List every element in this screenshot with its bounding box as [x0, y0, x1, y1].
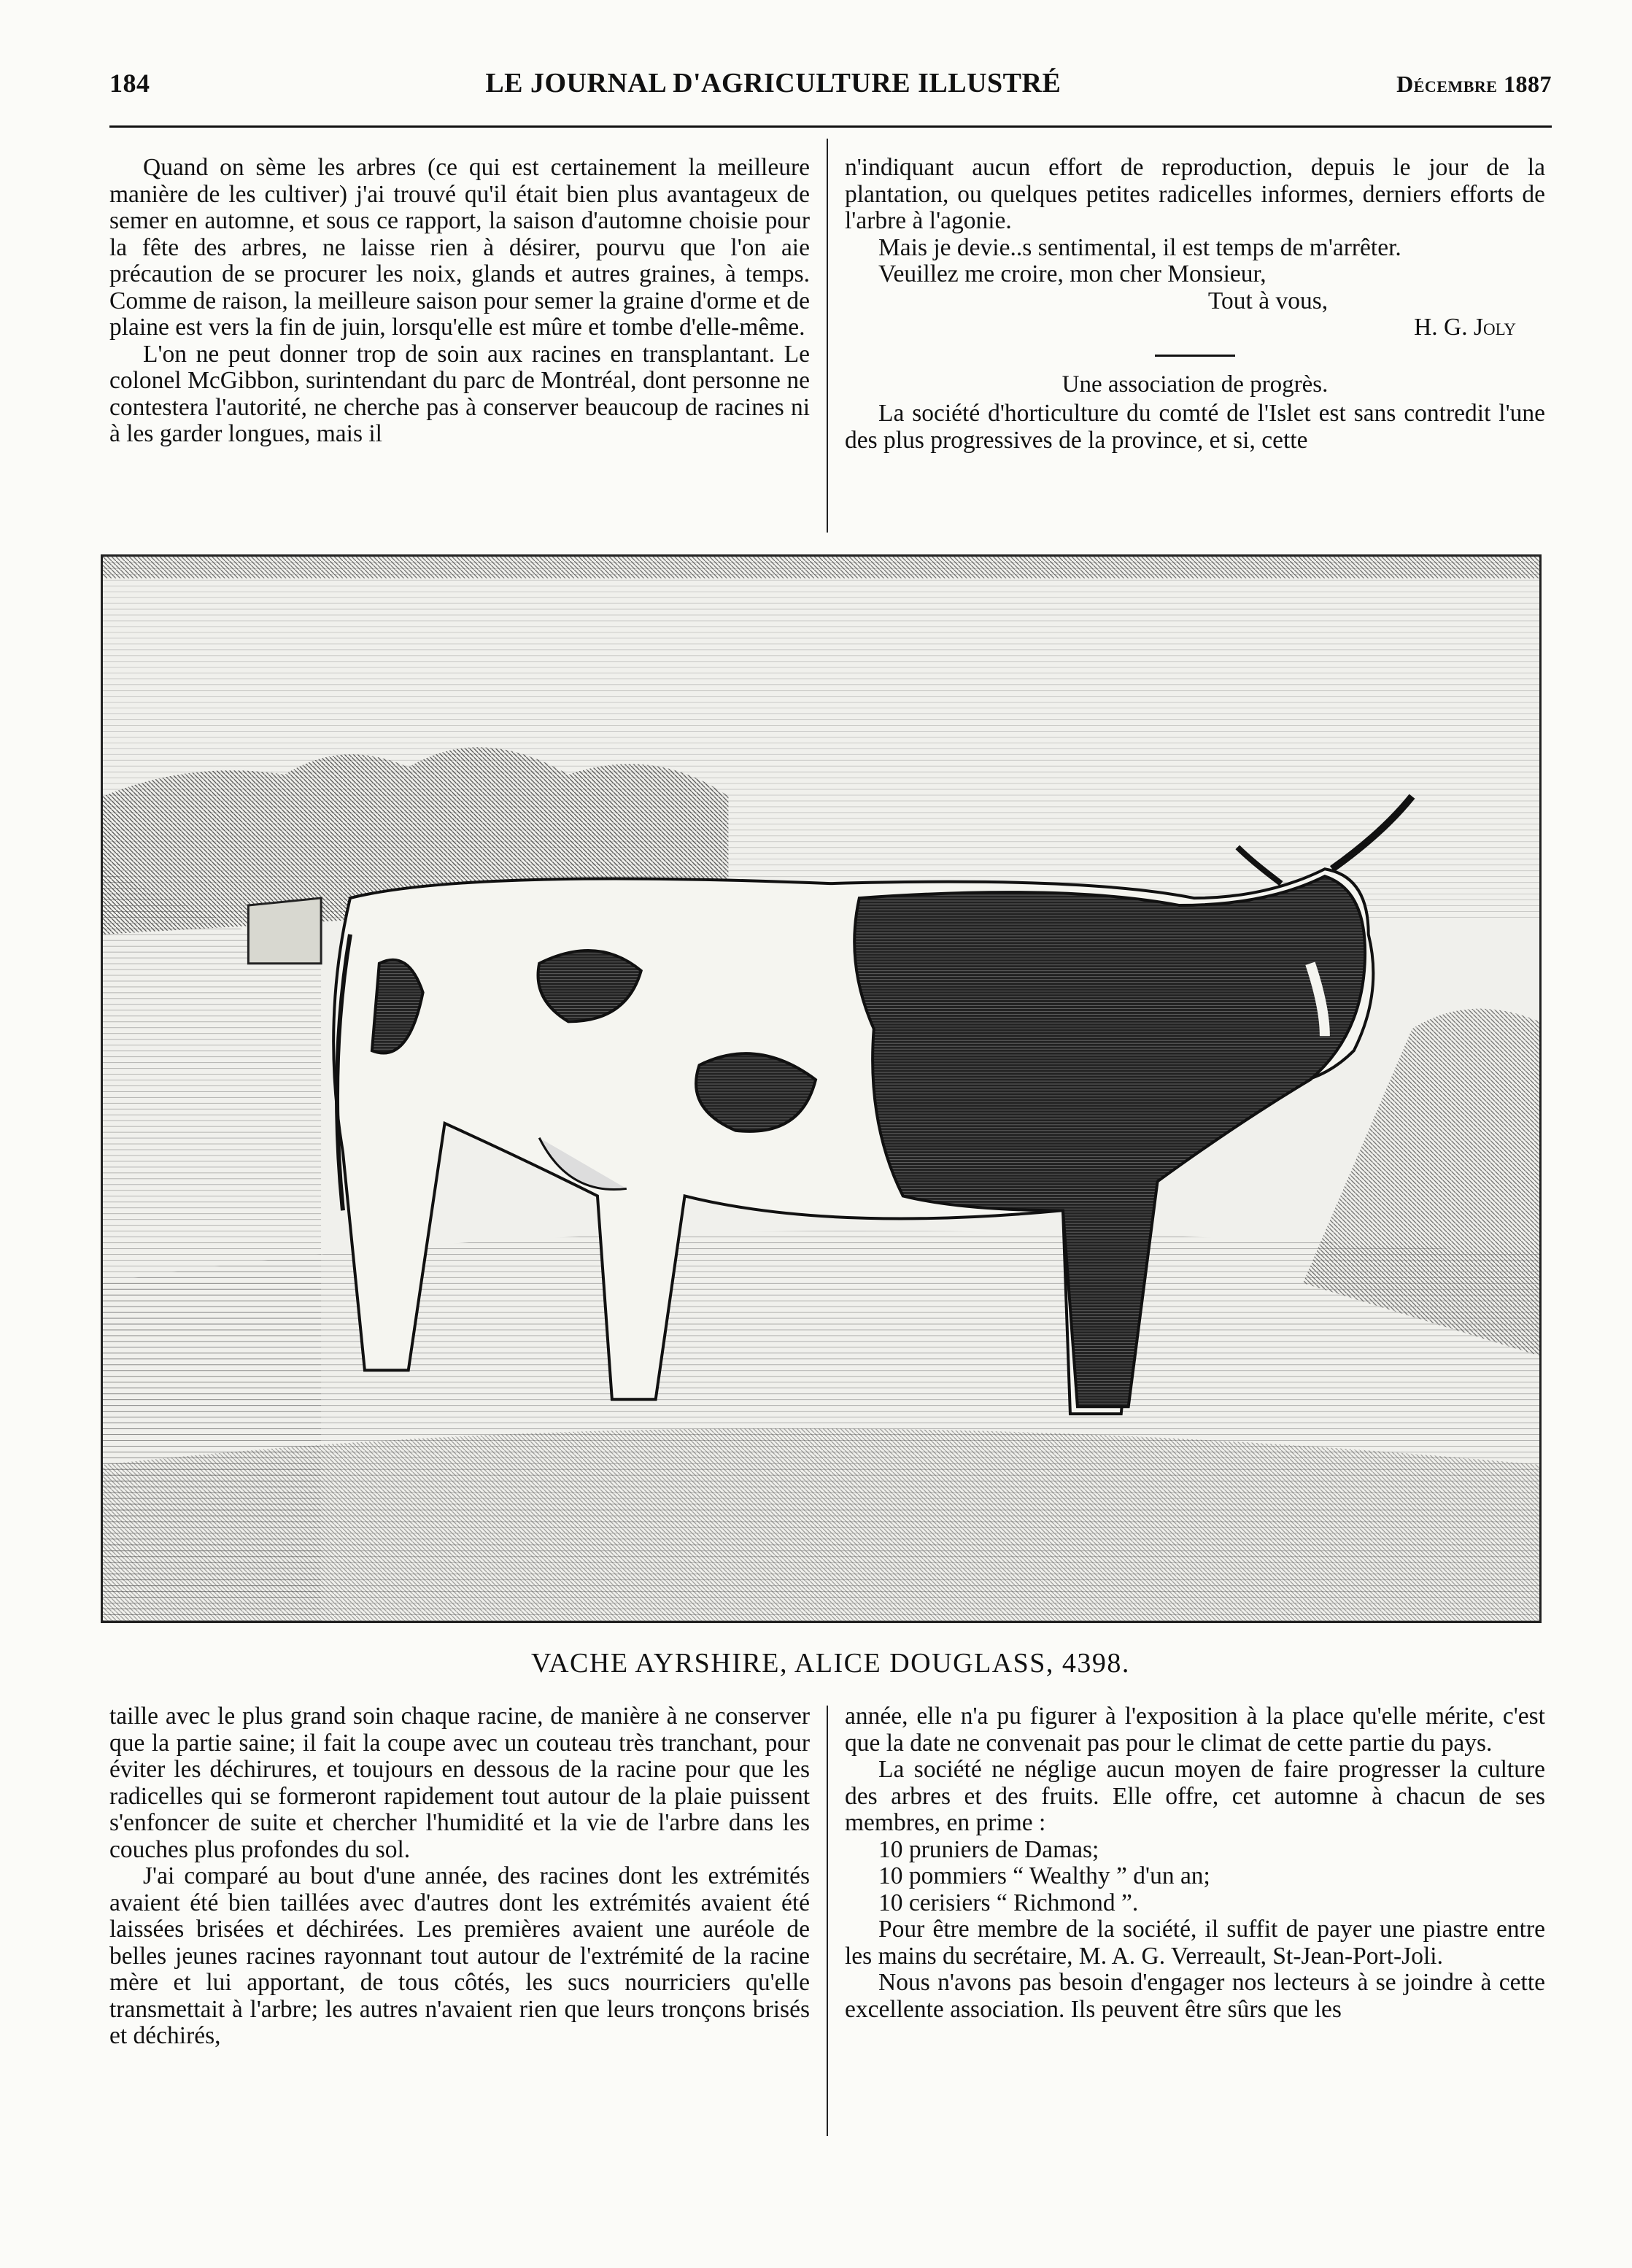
foreground [103, 1428, 1539, 1621]
paragraph: n'indiquant aucun effort de reproduction, depuis le jour de la plantation, ou quelques petites radicelles informes, derniers efforts de l'arbre à l'agonie. [845, 155, 1545, 234]
engraving-ayrshire-cow [101, 554, 1542, 1623]
section-title: Une association de progrès. [1061, 371, 1329, 398]
paragraph: J'ai comparé au bout d'une année, des racines dont les extrémités avaient été bien taillées avec d'autres dont les extrémités avaient été laissées brisées et déchirées. Les premières avaient une auréole de belles jeunes racines rayonnant tout autour de l'extrémité de la racine mère et lui apportant, de tous côtés, les sucs nourriciers qu'elle transmettait à l'arbre; les autres n'avaient rien que leurs tronçons brisés et déchirés, [109, 1862, 810, 2049]
top-left-column [109, 155, 810, 538]
top-right-column [845, 155, 1545, 538]
paragraph: La société d'horticulture du comté de l'Islet est sans contredit l'une des plus progressives de la province, et si, cette [845, 400, 1545, 454]
running-head [109, 67, 1552, 111]
paragraph: taille avec le plus grand soin chaque racine, de manière à ne conserver que la partie saine; il fait la coupe avec un couteau très tranchant, pour éviter les déchirures, et toujours en dessous de la racine pour que les radicelles qui se formeront rapidement tout autour de la plaie puissent s'enfoncer de suite et chercher l'humidité et la vie de l'arbre dans les couches plus profondes du sol. [109, 1703, 810, 1863]
section-rule [1155, 355, 1235, 357]
paragraph: Nous n'avons pas besoin d'engager nos lecteurs à se joindre à cette excellente association. Ils peuvent être sûrs que les [845, 1969, 1545, 2023]
list-item: 10 cerisiers “ Richmond ”. [878, 1889, 1139, 1916]
bottom-right-column [845, 1703, 1545, 2141]
closing-line: Veuillez me croire, mon cher Monsieur, [878, 260, 1266, 287]
journal-title: LE JOURNAL D'AGRICULTURE ILLUSTRÉ [485, 68, 1061, 98]
bottom-left-column [109, 1703, 810, 2141]
page-number: 184 [109, 69, 150, 98]
paragraph: L'on ne peut donner trop de soin aux racines en transplantant. Le colonel McGibbon, surintendant du parc de Montréal, dont personne ne contestera l'autorité, ne cherche pas à conserver beaucoup de racines ni à les garder longues, mais il [109, 340, 810, 447]
closing-line: Tout à vous, [1207, 287, 1329, 314]
column-divider [827, 1706, 828, 2136]
paragraph: La société ne néglige aucun moyen de faire progresser la culture des arbres et des fruits. Elle offre, cet automne à chacun de ses membres, en prime : [845, 1756, 1545, 1836]
list-item: 10 pommiers “ Wealthy ” d'un an; [878, 1862, 1210, 1889]
list-item: 10 pruniers de Damas; [878, 1835, 1099, 1863]
top-border-texture [103, 557, 1539, 578]
engraving-illustration [103, 557, 1539, 1621]
column-divider [827, 139, 828, 533]
issue-date: Décembre 1887 [1396, 71, 1552, 97]
figure-caption: VACHE AYRSHIRE, ALICE DOUGLASS, 4398. [531, 1648, 1130, 1679]
paragraph: Pour être membre de la société, il suffit de payer une piastre entre les mains du secrétaire, M. A. G. Verreault, St-Jean-Port-Joli. [845, 1916, 1545, 1970]
paragraph: année, elle n'a pu figurer à l'exposition à la place qu'elle mérite, c'est que la date ne convenait pas pour le climat de cette partie du pays. [845, 1703, 1545, 1757]
header-rule [109, 125, 1552, 128]
signature: H. G. Joly [1414, 314, 1516, 341]
closing-line: Mais je devie..s sentimental, il est temps de m'arrêter. [878, 233, 1401, 261]
paragraph: Quand on sème les arbres (ce qui est certainement la meilleure manière de les cultiver) j'ai trouvé qu'il était bien plus avantageux de semer en automne, et sous ce rapport, la saison d'automne choisie pour la fête des arbres, ne laisse rien à désirer, pourvu que l'on aie précaution de se procurer les noix, glands et autres graines, à temps. Comme de raison, la meilleure saison pour semer la graine d'orme et de plaine est vers la fin de juin, lorsqu'elle est mûre et tombe d'elle-même. [109, 155, 810, 341]
gate [248, 898, 321, 964]
